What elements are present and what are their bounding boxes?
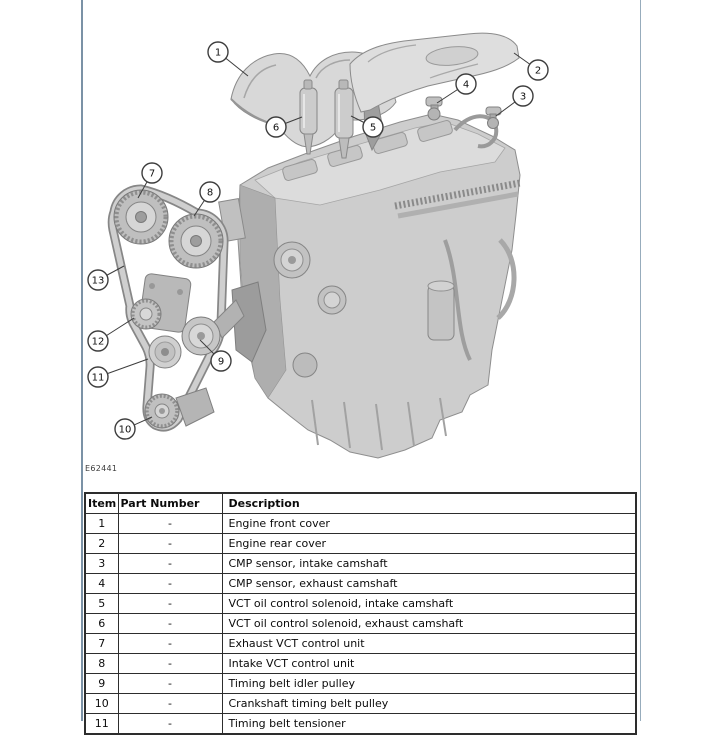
description-cell: Timing belt idler pulley xyxy=(222,674,636,694)
part-number-cell: - xyxy=(118,514,222,534)
callout-number-1: 1 xyxy=(214,47,222,59)
column-header-part-number: Part Number xyxy=(118,493,222,514)
item-cell: 11 xyxy=(85,714,118,735)
callout-number-2: 2 xyxy=(534,65,542,77)
description-cell: CMP sensor, intake camshaft xyxy=(222,554,636,574)
callout-number-3: 3 xyxy=(519,91,527,103)
column-header-item: Item xyxy=(85,493,118,514)
callout-number-12: 12 xyxy=(91,336,105,348)
exhaust-vct-control-unit xyxy=(114,190,168,244)
description-cell: Exhaust VCT control unit xyxy=(222,634,636,654)
item-cell: 9 xyxy=(85,674,118,694)
part-number-cell: - xyxy=(118,634,222,654)
callout-number-7: 7 xyxy=(148,168,156,180)
part-number-cell: - xyxy=(118,554,222,574)
parts-table xyxy=(84,492,637,735)
item-cell: 2 xyxy=(85,534,118,554)
engine-block-illustration xyxy=(219,114,520,458)
part-number-cell: - xyxy=(118,594,222,614)
table-row xyxy=(85,594,636,614)
table-row xyxy=(85,674,636,694)
part-number-cell: - xyxy=(118,714,222,735)
callout-number-5: 5 xyxy=(369,122,377,134)
item-cell: 1 xyxy=(85,514,118,534)
description-cell: Crankshaft timing belt pulley xyxy=(222,694,636,714)
item-cell: 10 xyxy=(85,694,118,714)
item-cell: 5 xyxy=(85,594,118,614)
description-cell: Timing belt tensioner xyxy=(222,714,636,735)
callout-number-10: 10 xyxy=(118,424,132,436)
table-row xyxy=(85,714,636,735)
item-cell: 6 xyxy=(85,614,118,634)
callout-number-9: 9 xyxy=(217,356,225,368)
item-cell: 3 xyxy=(85,554,118,574)
description-cell: VCT oil control solenoid, intake camshaft xyxy=(222,594,636,614)
item-cell: 8 xyxy=(85,654,118,674)
table-row xyxy=(85,574,636,594)
part-number-cell: - xyxy=(118,614,222,634)
description-cell: Engine rear cover xyxy=(222,534,636,554)
timing-belt-idler-pulley xyxy=(149,336,181,368)
description-cell: VCT oil control solenoid, exhaust camshaft xyxy=(222,614,636,634)
column-header-description: Description xyxy=(222,493,636,514)
callout-number-6: 6 xyxy=(272,122,280,134)
table-row xyxy=(85,554,636,574)
part-number-cell: - xyxy=(118,654,222,674)
table-row xyxy=(85,634,636,654)
table-row xyxy=(85,654,636,674)
cmp-sensor-exhaust-part xyxy=(426,97,442,120)
part-number-cell: - xyxy=(118,674,222,694)
timing-belt-tensioner xyxy=(131,273,192,333)
item-cell: 7 xyxy=(85,634,118,654)
table-header-row xyxy=(85,493,636,514)
table-row xyxy=(85,534,636,554)
intake-vct-control-unit xyxy=(169,214,223,268)
table-row xyxy=(85,694,636,714)
callout-number-11: 11 xyxy=(91,372,105,384)
table-row xyxy=(85,514,636,534)
description-cell: Engine front cover xyxy=(222,514,636,534)
part-number-cell: - xyxy=(118,534,222,554)
table-row xyxy=(85,614,636,634)
description-cell: Intake VCT control unit xyxy=(222,654,636,674)
callout-number-13: 13 xyxy=(91,275,105,287)
callout-number-8: 8 xyxy=(206,187,214,199)
callout-number-4: 4 xyxy=(462,79,470,91)
part-number-cell: - xyxy=(118,694,222,714)
item-cell: 4 xyxy=(85,574,118,594)
figure-label: E62441 xyxy=(85,464,118,473)
description-cell: CMP sensor, exhaust camshaft xyxy=(222,574,636,594)
part-number-cell: - xyxy=(118,574,222,594)
